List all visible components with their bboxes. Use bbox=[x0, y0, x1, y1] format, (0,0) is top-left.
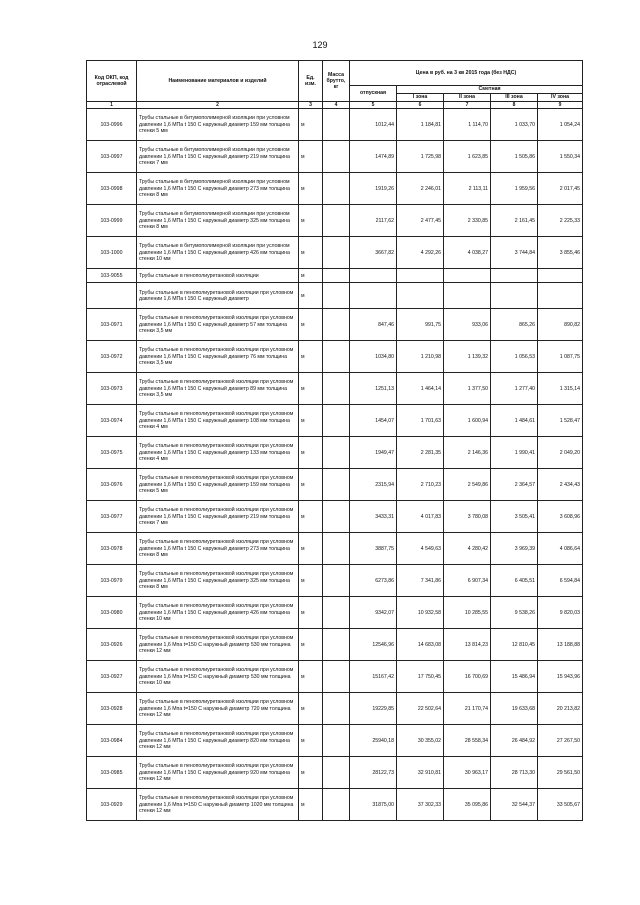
table-cell-zone-1: 4 549,63 bbox=[397, 533, 444, 565]
table-cell-release-price: 3433,31 bbox=[350, 501, 397, 533]
table-cell-zone-4: 33 505,67 bbox=[538, 789, 583, 821]
table-cell-zone-2: 2 330,85 bbox=[444, 205, 491, 237]
table-cell-name: Трубы стальные в битумополимерной изоляции при условном давлении 1,6 МПа t 150 С наружный диаметр 273 мм толщина стенки 8 мм bbox=[137, 173, 299, 205]
table-cell-code: 103-0999 bbox=[87, 205, 137, 237]
table-cell-zone-4: 1 054,24 bbox=[538, 109, 583, 141]
table-cell-unit: м bbox=[299, 373, 323, 405]
table-cell-zone-2: 6 907,34 bbox=[444, 565, 491, 597]
table-cell-zone-2: 2 113,11 bbox=[444, 173, 491, 205]
table-cell-name: Трубы стальные в пенополиуретановой изоляции при условном давлении 1,6 МПа t 150 С наружный диаметр 325 мм толщина стенки 8 мм bbox=[137, 565, 299, 597]
table-cell-zone-1: 1 464,14 bbox=[397, 373, 444, 405]
table-cell-release-price: 6273,86 bbox=[350, 565, 397, 597]
table-cell-unit: м bbox=[299, 661, 323, 693]
table-cell-release-price: 1454,07 bbox=[350, 405, 397, 437]
table-cell-zone-3: 19 633,68 bbox=[491, 693, 538, 725]
table-cell-zone-2: 2 146,36 bbox=[444, 437, 491, 469]
table-cell-zone-1: 2 710,23 bbox=[397, 469, 444, 501]
table-cell-name: Трубы стальные в битумополимерной изоляции при условном давлении 1,6 МПа t 150 С наружный диаметр 159 мм толщина стенки 5 мм bbox=[137, 109, 299, 141]
table-cell-zone-4 bbox=[538, 283, 583, 309]
price-table bbox=[86, 60, 583, 821]
table-cell-mass bbox=[323, 789, 350, 821]
table-cell-zone-4: 20 213,82 bbox=[538, 693, 583, 725]
table-row bbox=[87, 533, 583, 565]
table-cell-unit: м bbox=[299, 269, 323, 283]
table-cell-name: Трубы стальные в пенополиуретановой изоляции при условном давлении 1,6 МПа t 150 С наружный диаметр 820 мм толщина стенки 12 мм bbox=[137, 725, 299, 757]
table-cell-unit: м bbox=[299, 629, 323, 661]
table-cell-code: 103-0978 bbox=[87, 533, 137, 565]
table-cell-unit: м bbox=[299, 173, 323, 205]
table-row bbox=[87, 725, 583, 757]
table-cell-name: Трубы стальные в пенополиуретановой изоляции при условном давлении 1,6 МПа t 150 С наружный диаметр 273 мм толщина стенки 8 мм bbox=[137, 533, 299, 565]
table-cell-name: Трубы стальные в пенополиуретановой изоляции при условном давлении 1,6 МПа t 150 С наружный диаметр 133 мм толщина стенки 4 мм bbox=[137, 437, 299, 469]
table-cell-unit: м bbox=[299, 597, 323, 629]
table-cell-name: Трубы стальные в пенополиуретановой изоляции при условном давлении 1,6 МПа t 150 С наружный диаметр 426 мм толщина стенки 10 мм bbox=[137, 597, 299, 629]
table-cell-unit: м bbox=[299, 405, 323, 437]
table-cell-zone-4: 1 550,34 bbox=[538, 141, 583, 173]
table-cell-zone-1: 10 932,58 bbox=[397, 597, 444, 629]
table-cell-code: 103-0926 bbox=[87, 629, 137, 661]
table-cell-zone-4: 13 188,88 bbox=[538, 629, 583, 661]
table-cell-zone-3: 1 056,53 bbox=[491, 341, 538, 373]
table-cell-zone-3: 6 405,51 bbox=[491, 565, 538, 597]
table-cell-unit: м bbox=[299, 283, 323, 309]
table-cell-unit: м bbox=[299, 237, 323, 269]
table-cell-code: 103-0971 bbox=[87, 309, 137, 341]
table-cell-code: 103-0975 bbox=[87, 437, 137, 469]
column-number-row bbox=[87, 102, 583, 109]
table-row bbox=[87, 661, 583, 693]
table-cell-release-price: 15167,42 bbox=[350, 661, 397, 693]
table-cell-zone-1: 7 341,86 bbox=[397, 565, 444, 597]
table-row bbox=[87, 109, 583, 141]
table-cell-name: Трубы стальные в пенополиуретановой изоляции при условном давлении 1,6 МПа t 150 С наружный диаметр 159 мм толщина стенки 5 мм bbox=[137, 469, 299, 501]
table-cell-unit: м bbox=[299, 565, 323, 597]
table-cell-zone-1: 1 701,63 bbox=[397, 405, 444, 437]
table-cell-zone-3 bbox=[491, 269, 538, 283]
table-cell-zone-1: 22 502,64 bbox=[397, 693, 444, 725]
table-cell-mass bbox=[323, 565, 350, 597]
page-number: 129 bbox=[312, 40, 328, 50]
table-row bbox=[87, 437, 583, 469]
table-cell-zone-3: 28 713,30 bbox=[491, 757, 538, 789]
table-cell-zone-2: 933,06 bbox=[444, 309, 491, 341]
table-cell-zone-1: 14 683,08 bbox=[397, 629, 444, 661]
table-cell-zone-3: 12 810,45 bbox=[491, 629, 538, 661]
table-row bbox=[87, 341, 583, 373]
table-cell-zone-4: 1 315,14 bbox=[538, 373, 583, 405]
table-cell-zone-2: 13 814,23 bbox=[444, 629, 491, 661]
table-cell-mass bbox=[323, 725, 350, 757]
table-cell-zone-3: 1 033,70 bbox=[491, 109, 538, 141]
table-cell-zone-1: 30 355,02 bbox=[397, 725, 444, 757]
table-cell-zone-3: 1 484,61 bbox=[491, 405, 538, 437]
table-cell-code bbox=[87, 283, 137, 309]
table-cell-mass bbox=[323, 437, 350, 469]
table-cell-release-price: 2117,62 bbox=[350, 205, 397, 237]
table-cell-mass bbox=[323, 597, 350, 629]
table-cell-zone-4: 2 049,20 bbox=[538, 437, 583, 469]
table-cell-release-price: 25940,18 bbox=[350, 725, 397, 757]
header-code: Код ОКП, код отраслевой bbox=[87, 61, 137, 102]
table-cell-mass bbox=[323, 661, 350, 693]
header-unit: Ед. изм. bbox=[299, 61, 323, 102]
table-cell-zone-3: 1 959,56 bbox=[491, 173, 538, 205]
table-cell-release-price: 28122,73 bbox=[350, 757, 397, 789]
table-row bbox=[87, 501, 583, 533]
table-row bbox=[87, 309, 583, 341]
column-number: 3 bbox=[299, 102, 323, 109]
table-cell-zone-4: 9 820,03 bbox=[538, 597, 583, 629]
table-cell-unit: м bbox=[299, 109, 323, 141]
table-cell-name: Трубы стальные в пенополиуретановой изоляции при условном давлении 1,6 Мпа t=150 С наружный диаметр 720 мм толщина стенки 12 мм bbox=[137, 693, 299, 725]
table-cell-release-price: 3887,75 bbox=[350, 533, 397, 565]
table-cell-unit: м bbox=[299, 501, 323, 533]
table-cell-zone-2 bbox=[444, 283, 491, 309]
header-release-price: отпускная bbox=[350, 86, 397, 102]
table-row bbox=[87, 565, 583, 597]
table-cell-mass bbox=[323, 501, 350, 533]
table-row bbox=[87, 141, 583, 173]
table-cell-mass bbox=[323, 373, 350, 405]
table-cell-zone-2: 1 623,85 bbox=[444, 141, 491, 173]
table-cell-release-price: 2315,94 bbox=[350, 469, 397, 501]
table-cell-unit: м bbox=[299, 437, 323, 469]
table-row bbox=[87, 629, 583, 661]
table-cell-code: 103-0974 bbox=[87, 405, 137, 437]
table-cell-zone-2: 1 139,32 bbox=[444, 341, 491, 373]
table-cell-mass bbox=[323, 405, 350, 437]
table-cell-zone-3: 3 505,41 bbox=[491, 501, 538, 533]
table-cell-name: Трубы стальные в пенополиуретановой изоляции при условном давлении 1,6 МПа t 150 С наружный диаметр bbox=[137, 283, 299, 309]
table-cell-mass bbox=[323, 533, 350, 565]
table-cell-release-price: 12546,96 bbox=[350, 629, 397, 661]
column-number: 6 bbox=[397, 102, 444, 109]
table-cell-zone-2: 2 549,86 bbox=[444, 469, 491, 501]
column-number: 8 bbox=[491, 102, 538, 109]
table-cell-name: Трубы стальные в пенополиуретановой изоляции при условном давлении 1,6 МПа t 150 С наружный диаметр 89 мм толщина стенки 3,5 мм bbox=[137, 373, 299, 405]
table-cell-zone-1: 37 302,33 bbox=[397, 789, 444, 821]
table-cell-zone-4: 3 855,46 bbox=[538, 237, 583, 269]
table-cell-release-price: 1474,89 bbox=[350, 141, 397, 173]
table-cell-zone-2: 21 170,74 bbox=[444, 693, 491, 725]
table-cell-release-price bbox=[350, 283, 397, 309]
table-row bbox=[87, 373, 583, 405]
table-cell-code: 103-0998 bbox=[87, 173, 137, 205]
table-cell-zone-3: 1 990,41 bbox=[491, 437, 538, 469]
table-cell-code: 103-0929 bbox=[87, 789, 137, 821]
table-cell-zone-3: 15 486,94 bbox=[491, 661, 538, 693]
table-cell-zone-4: 2 434,43 bbox=[538, 469, 583, 501]
table-cell-code: 103-0979 bbox=[87, 565, 137, 597]
table-cell-unit: м bbox=[299, 141, 323, 173]
column-number: 2 bbox=[137, 102, 299, 109]
table-cell-zone-2: 28 558,34 bbox=[444, 725, 491, 757]
table-cell-name: Трубы стальные в битумополимерной изоляции при условном давлении 1,6 МПа t 150 С наружный диаметр 426 мм толщина стенки 10 мм bbox=[137, 237, 299, 269]
table-cell-name: Трубы стальные в пенополиуретановой изоляции при условном давлении 1,6 Мпа t=150 С наружный диаметр 1020 мм толщина стенки 12 мм bbox=[137, 789, 299, 821]
table-cell-unit: м bbox=[299, 789, 323, 821]
table-cell-zone-1: 2 246,01 bbox=[397, 173, 444, 205]
table-cell-release-price: 847,46 bbox=[350, 309, 397, 341]
table-cell-zone-4 bbox=[538, 269, 583, 283]
table-cell-code: 103-0977 bbox=[87, 501, 137, 533]
header-zone-1: I зона bbox=[397, 94, 444, 102]
column-number: 5 bbox=[350, 102, 397, 109]
table-row bbox=[87, 237, 583, 269]
table-cell-zone-2: 35 095,86 bbox=[444, 789, 491, 821]
table-cell-release-price: 1949,47 bbox=[350, 437, 397, 469]
table-cell-zone-1: 17 750,45 bbox=[397, 661, 444, 693]
table-cell-name: Трубы стальные в пенополиуретановой изоляции при условном давлении 1,6 МПа t 150 С наружный диаметр 920 мм толщина стенки 12 мм bbox=[137, 757, 299, 789]
table-cell-unit: м bbox=[299, 533, 323, 565]
table-row bbox=[87, 757, 583, 789]
table-cell-zone-2: 1 377,50 bbox=[444, 373, 491, 405]
table-cell-mass bbox=[323, 629, 350, 661]
table-row bbox=[87, 173, 583, 205]
table-cell-release-price: 9342,07 bbox=[350, 597, 397, 629]
column-number: 7 bbox=[444, 102, 491, 109]
table-cell-code: 103-0973 bbox=[87, 373, 137, 405]
table-cell-mass bbox=[323, 757, 350, 789]
table-cell-release-price: 1034,80 bbox=[350, 341, 397, 373]
header-estimate-price: Сметная bbox=[397, 86, 583, 94]
table-cell-release-price bbox=[350, 269, 397, 283]
table-cell-mass bbox=[323, 341, 350, 373]
table-row bbox=[87, 405, 583, 437]
column-number: 9 bbox=[538, 102, 583, 109]
table-cell-code: 103-0928 bbox=[87, 693, 137, 725]
table-cell-zone-4: 27 267,50 bbox=[538, 725, 583, 757]
table-cell-release-price: 31875,00 bbox=[350, 789, 397, 821]
table-row bbox=[87, 789, 583, 821]
table-cell-release-price: 1012,44 bbox=[350, 109, 397, 141]
table-cell-zone-4: 4 086,64 bbox=[538, 533, 583, 565]
table-cell-zone-2: 1 114,70 bbox=[444, 109, 491, 141]
table-cell-zone-3: 9 538,26 bbox=[491, 597, 538, 629]
table-cell-release-price: 1251,13 bbox=[350, 373, 397, 405]
table-cell-mass bbox=[323, 109, 350, 141]
table-cell-zone-3: 3 969,39 bbox=[491, 533, 538, 565]
table-cell-mass bbox=[323, 269, 350, 283]
table-cell-zone-1 bbox=[397, 283, 444, 309]
table-cell-name: Трубы стальные в пенополиуретановой изоляции при условном давлении 1,6 Мпа t=150 С наружный диаметр 530 мм толщина стенки 12 мм bbox=[137, 629, 299, 661]
table-cell-zone-2: 4 038,27 bbox=[444, 237, 491, 269]
table-row bbox=[87, 469, 583, 501]
table-cell-zone-2: 1 600,94 bbox=[444, 405, 491, 437]
table-row bbox=[87, 205, 583, 237]
table-cell-zone-4: 6 594,84 bbox=[538, 565, 583, 597]
table-cell-name: Трубы стальные в пенополиуретановой изоляции при условном давлении 1,6 МПа t 150 С наружный диаметр 108 мм толщина стенки 4 мм bbox=[137, 405, 299, 437]
table-cell-zone-2: 30 963,17 bbox=[444, 757, 491, 789]
table-cell-code: 103-0980 bbox=[87, 597, 137, 629]
table-cell-unit: м bbox=[299, 469, 323, 501]
table-cell-zone-4: 29 561,50 bbox=[538, 757, 583, 789]
table-cell-name: Трубы стальные в битумополимерной изоляции при условном давлении 1,6 МПа t 150 С наружный диаметр 325 мм толщина стенки 8 мм bbox=[137, 205, 299, 237]
table-cell-zone-1: 2 281,35 bbox=[397, 437, 444, 469]
table-cell-zone-1: 4 017,83 bbox=[397, 501, 444, 533]
table-cell-zone-2 bbox=[444, 269, 491, 283]
table-cell-mass bbox=[323, 693, 350, 725]
table-cell-name: Трубы стальные в битумополимерной изоляции при условном давлении 1,6 МПа t 150 С наружный диаметр 219 мм толщина стенки 7 мм bbox=[137, 141, 299, 173]
table-cell-unit: м bbox=[299, 757, 323, 789]
table-cell-zone-1: 991,75 bbox=[397, 309, 444, 341]
column-number: 1 bbox=[87, 102, 137, 109]
table-cell-zone-3: 2 364,57 bbox=[491, 469, 538, 501]
table-cell-zone-2: 4 280,42 bbox=[444, 533, 491, 565]
header-zone-2: II зона bbox=[444, 94, 491, 102]
table-cell-code: 103-0976 bbox=[87, 469, 137, 501]
table-cell-zone-3: 26 484,92 bbox=[491, 725, 538, 757]
table-cell-code: 103-1000 bbox=[87, 237, 137, 269]
table-row bbox=[87, 269, 583, 283]
table-cell-zone-4: 1 528,47 bbox=[538, 405, 583, 437]
table-cell-mass bbox=[323, 205, 350, 237]
table-cell-zone-1: 1 725,98 bbox=[397, 141, 444, 173]
table-cell-mass bbox=[323, 237, 350, 269]
table-cell-name: Трубы стальные в пенополиуретановой изоляции при условном давлении 1,6 МПа t 150 С наружный диаметр 76 мм толщина стенки 3,5 мм bbox=[137, 341, 299, 373]
table-cell-release-price: 3667,82 bbox=[350, 237, 397, 269]
table-cell-zone-3 bbox=[491, 283, 538, 309]
table-cell-unit: м bbox=[299, 693, 323, 725]
table-cell-zone-1: 1 184,81 bbox=[397, 109, 444, 141]
header-zone-4: IV зона bbox=[538, 94, 583, 102]
table-cell-zone-2: 3 780,08 bbox=[444, 501, 491, 533]
table-cell-unit: м bbox=[299, 205, 323, 237]
table-cell-zone-1 bbox=[397, 269, 444, 283]
table-cell-name: Трубы стальные в пенополиуретановой изоляции при условном давлении 1,6 МПа t 150 С наружный диаметр 57 мм толщина стенки 3,5 мм bbox=[137, 309, 299, 341]
table-cell-zone-3: 32 544,37 bbox=[491, 789, 538, 821]
table-cell-zone-1: 1 210,98 bbox=[397, 341, 444, 373]
table-cell-code: 103-9055 bbox=[87, 269, 137, 283]
table-row bbox=[87, 283, 583, 309]
table-cell-code: 103-0972 bbox=[87, 341, 137, 373]
table-cell-zone-4: 15 943,96 bbox=[538, 661, 583, 693]
table-cell-mass bbox=[323, 173, 350, 205]
table-cell-unit: м bbox=[299, 341, 323, 373]
table-cell-zone-4: 890,82 bbox=[538, 309, 583, 341]
table-cell-zone-4: 2 017,45 bbox=[538, 173, 583, 205]
table-cell-unit: м bbox=[299, 725, 323, 757]
table-cell-mass bbox=[323, 283, 350, 309]
table-cell-release-price: 1919,26 bbox=[350, 173, 397, 205]
column-number: 4 bbox=[323, 102, 350, 109]
table-cell-zone-3: 865,26 bbox=[491, 309, 538, 341]
table-cell-name: Трубы стальные в пенополиуретановой изоляции bbox=[137, 269, 299, 283]
table-cell-zone-4: 1 087,75 bbox=[538, 341, 583, 373]
table-cell-release-price: 19229,85 bbox=[350, 693, 397, 725]
table-cell-zone-1: 4 292,26 bbox=[397, 237, 444, 269]
table-cell-zone-2: 16 700,69 bbox=[444, 661, 491, 693]
table-cell-zone-3: 1 277,40 bbox=[491, 373, 538, 405]
table-cell-code: 103-0997 bbox=[87, 141, 137, 173]
table-cell-code: 103-0996 bbox=[87, 109, 137, 141]
table-cell-mass bbox=[323, 141, 350, 173]
header-name: Наименование материалов и изделий bbox=[137, 61, 299, 102]
table-cell-zone-3: 1 505,86 bbox=[491, 141, 538, 173]
table-cell-zone-3: 2 161,45 bbox=[491, 205, 538, 237]
table-cell-zone-4: 3 608,96 bbox=[538, 501, 583, 533]
table-row bbox=[87, 693, 583, 725]
table-cell-name: Трубы стальные в пенополиуретановой изоляции при условном давлении 1,6 Мпа t=150 С наружный диаметр 530 мм толщина стенки 10 мм bbox=[137, 661, 299, 693]
table-cell-code: 103-0927 bbox=[87, 661, 137, 693]
table-cell-code: 103-0985 bbox=[87, 757, 137, 789]
table-cell-name: Трубы стальные в пенополиуретановой изоляции при условном давлении 1,6 МПа t 150 С наружный диаметр 219 мм толщина стенки 7 мм bbox=[137, 501, 299, 533]
table-cell-unit: м bbox=[299, 309, 323, 341]
header-mass: Масса брутто, кг bbox=[323, 61, 350, 102]
table-cell-zone-4: 2 225,33 bbox=[538, 205, 583, 237]
table-cell-mass bbox=[323, 309, 350, 341]
table-cell-zone-3: 3 744,84 bbox=[491, 237, 538, 269]
table-cell-zone-1: 2 477,45 bbox=[397, 205, 444, 237]
table-body bbox=[87, 109, 583, 821]
header-zone-3: III зона bbox=[491, 94, 538, 102]
table-cell-zone-2: 10 285,55 bbox=[444, 597, 491, 629]
table-cell-zone-1: 32 910,81 bbox=[397, 757, 444, 789]
table-cell-code: 103-0984 bbox=[87, 725, 137, 757]
header-price-title: Цена в руб. на 3 кв 2015 года (без НДС) bbox=[350, 61, 583, 86]
table-cell-mass bbox=[323, 469, 350, 501]
table-row bbox=[87, 597, 583, 629]
